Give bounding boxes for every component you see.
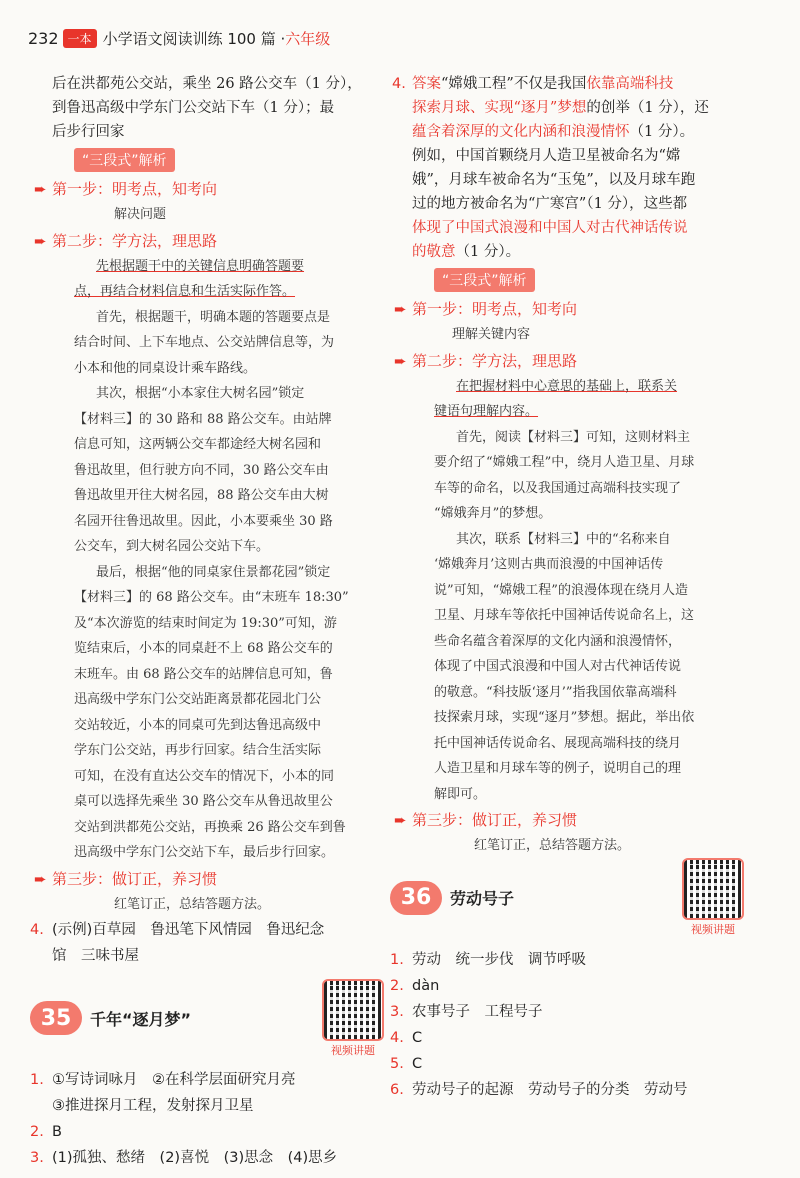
- lesson-35-header: [30, 983, 392, 1057]
- paragraph-line: 技探索月球，实现“逐月”梦想。据此，举出依: [434, 710, 695, 725]
- paragraph-line: 可知，在没有直达公交车的情况下，小本的同: [74, 768, 335, 784]
- qr-code-icon[interactable]: [682, 858, 744, 920]
- lesson-title: 劳动号子: [450, 889, 515, 908]
- lesson-number-badge: 36: [390, 881, 442, 915]
- step1-text: 理解关键内容: [452, 327, 531, 342]
- answer-item: 4. C: [390, 1029, 423, 1046]
- intro-line: 后在洪都苑公交站，乘坐 26 路公交车（1 分），: [52, 76, 362, 92]
- step3-heading: ➨ 第三步：做订正，养习惯: [34, 866, 392, 892]
- book-title: 小学语文阅读训练 100 篇 ·: [102, 29, 286, 48]
- left-analysis-paragraphs: [52, 305, 392, 866]
- arrow-icon: ➨: [34, 869, 47, 888]
- step2-text: 先根据题干中的关键信息明确答题要: [96, 258, 305, 274]
- right-q4-answer: [392, 72, 752, 264]
- step3-text: 红笔订正，总结答题方法。: [474, 838, 631, 853]
- answer-text: 娥”，月球车被命名为“玉兔”，以及月球车跑: [412, 172, 696, 188]
- arrow-icon: ➨: [34, 231, 47, 250]
- paragraph-line: 人造卫星和月球车等的例子，说明自己的理: [434, 761, 682, 776]
- left-q4-cont: 馆 三味书屋: [52, 948, 139, 964]
- lesson-36-answers: [390, 947, 752, 1103]
- paragraph-line: 【材料三】的 30 路和 88 路公交车。由站牌: [74, 411, 332, 427]
- grade-label: 六年级: [285, 29, 331, 48]
- answer-text: 体现了中国式浪漫和中国人对古代神话传说: [412, 220, 688, 236]
- step3-heading: ➨ 第三步：做订正，养习惯: [394, 807, 752, 833]
- answer-item: 1. 劳动 统一步伐 调节呼吸: [390, 951, 586, 968]
- answer-text: 过的地方被命名为“广寒宫”（1 分），这些都: [412, 196, 688, 212]
- qr-code-icon[interactable]: [322, 979, 384, 1041]
- paragraph-line: 交站到洪都苑公交站，再换乘 26 路公交车到鲁: [74, 819, 346, 835]
- lesson-title: 千年“逐月梦”: [90, 1009, 192, 1029]
- intro-line: 后步行回家: [52, 124, 125, 140]
- paragraph-line: 信息可知，这两辆公交车都途经大树名园和: [74, 437, 322, 452]
- answer-text: 的敬意: [412, 244, 456, 260]
- paragraph-line: 车等的命名，以及我国通过高端科技实现了: [434, 480, 682, 496]
- step3-text: 红笔订正，总结答题方法。: [114, 896, 271, 912]
- answer-item: 3. 农事号子 工程号子: [390, 1003, 543, 1020]
- paragraph-line: 首先，根据题干，明确本题的答题要点是: [96, 309, 331, 325]
- paragraph-line: 体现了中国式浪漫和中国人对古代神话传说: [434, 659, 682, 674]
- paragraph-line: 些命名蕴含着深厚的文化内涵和浪漫情怀，: [434, 633, 682, 649]
- answer-line: [412, 216, 752, 240]
- arrow-icon: ➨: [394, 351, 407, 370]
- answer-item: 6. 劳动号子的起源 劳动号子的分类 劳动号: [390, 1081, 688, 1098]
- paragraph-line: 说”可知，“嫦娥工程”的浪漫体现在绕月人造: [434, 582, 688, 598]
- step1-heading: ➨ 第一步：明考点，知考向: [394, 296, 752, 322]
- arrow-icon: ➨: [394, 300, 407, 318]
- paragraph-line: 迅高级中学东门公交站下车，最后步行回家。: [74, 845, 335, 860]
- answer-line: [412, 120, 752, 144]
- answer-text: “嫦娥工程”不仅是我国: [441, 76, 587, 92]
- qr-code-block[interactable]: [682, 858, 744, 937]
- arrow-icon: ➨: [34, 180, 47, 198]
- paragraph-line: “嫦娥奔月”的梦想。: [434, 506, 552, 521]
- paragraph-line: 学东门公交站，再步行回家。结合生活实际: [74, 743, 322, 758]
- right-column: [390, 72, 752, 1103]
- answer-label: 答案: [412, 76, 441, 92]
- answer-line: [412, 240, 752, 264]
- paragraph-line: 要介绍了“嫦娥工程”中，绕月人造卫星、月球: [434, 455, 695, 470]
- step2-text: 键语句理解内容。: [434, 404, 539, 419]
- paragraph-line: 解即可。: [434, 786, 487, 802]
- answer-text: 例如，中国首颗绕月人造卫星被命名为“嫦: [412, 148, 681, 164]
- paragraph-line: 名园开往鲁迅故里。因此，小本要乘坐 30 路: [74, 513, 333, 529]
- intro-line: 到鲁迅高级中学东门公交站下车（1 分）；最: [52, 100, 335, 116]
- paragraph-line: 其次，联系【材料三】中的“名称来自: [456, 531, 671, 547]
- paragraph-line: 卫星、月球车等依托中国神话传说命名上，这: [434, 608, 695, 623]
- paragraph-line: 小本和他的同桌设计乘车路线。: [74, 360, 257, 376]
- page-number: 232: [28, 28, 59, 48]
- right-analysis-paragraphs: [412, 425, 752, 808]
- answer-item: 2. B: [30, 1124, 62, 1140]
- answer-text: （1 分）。: [455, 244, 521, 260]
- paragraph-line: 最后，根据“他的同桌家住景都花园”锁定: [96, 564, 331, 580]
- paragraph-line: 桌可以选择先乘坐 30 路公交车从鲁迅故里公: [74, 794, 333, 809]
- lesson-36-header: [390, 863, 752, 936]
- answer-text: 探索月球、实现“逐月”梦想: [412, 100, 587, 116]
- paragraph-line: 及“本次游览的结束时间定为 19:30”可知，游: [74, 615, 337, 631]
- paragraph-line: ‘嫦娥奔月’这则古典而浪漫的中国神话传: [434, 557, 664, 572]
- answer-text: （1 分）。: [629, 124, 695, 140]
- paragraph-line: 鲁迅故里开往大树名园，88 路公交车由大树: [74, 488, 329, 503]
- paragraph-line: 交站较近，小本的同桌可先到达鲁迅高级中: [74, 717, 322, 733]
- step2-heading: ➨ 第二步：学方法，理思路: [34, 228, 392, 254]
- step2-heading: ➨ 第二步：学方法，理思路: [394, 348, 752, 374]
- paragraph-line: 公交车，到大树名园公交站下车。: [74, 539, 270, 554]
- answer-line: [412, 96, 752, 120]
- qr-code-block[interactable]: [322, 979, 384, 1058]
- analysis-tag: “三段式”解析: [74, 148, 175, 172]
- step1-text: 解决问题: [114, 207, 167, 222]
- answer-item: 3. (1)孤独、愁绪 (2)喜悦 (3)思念 (4)思乡: [30, 1150, 338, 1166]
- left-column: [30, 72, 392, 1171]
- answer-line: [412, 192, 752, 216]
- answer-item: 5. C: [390, 1055, 423, 1072]
- paragraph-line: 【材料三】的 68 路公交车。由“末班车 18:30”: [74, 590, 349, 605]
- answer-line: [392, 72, 752, 96]
- analysis-tag: “三段式”解析: [434, 268, 535, 292]
- answer-item: 1. ①写诗词咏月 ②在科学层面研究月亮: [30, 1072, 296, 1088]
- lesson-number-badge: 35: [30, 1001, 82, 1035]
- answer-line: [412, 168, 752, 192]
- answer-item: 2. dàn: [390, 977, 440, 994]
- paragraph-line: 首先，阅读【材料三】可知，这则材料主: [456, 429, 691, 445]
- brand-badge: 一本: [63, 29, 97, 48]
- step2-text: 在把握材料中心意思的基础上，联系关: [456, 378, 678, 394]
- paragraph-line: 的敬意。“科技版‘逐月’”指我国依靠高端科: [434, 684, 677, 700]
- page-header: [28, 24, 330, 52]
- paragraph-line: 览结束后，小本的同桌赶不上 68 路公交车的: [74, 641, 333, 656]
- paragraph-line: 末班车。由 68 路公交车的站牌信息可知，鲁: [74, 666, 333, 682]
- answer-text: 的创举（1 分），还: [586, 100, 709, 116]
- paragraph-line: 托中国神话传说命名、展现高端科技的绕月: [434, 735, 682, 751]
- question-number: 4.: [392, 76, 406, 92]
- paragraph-line: 其次，根据“小本家住大树名园”锁定: [96, 386, 305, 401]
- answer-item-cont: ③推进探月工程，发射探月卫星: [52, 1098, 254, 1114]
- paragraph-line: 迅高级中学东门公交站距离景都花园北门公: [74, 692, 322, 707]
- qr-label: 视频讲题: [331, 1043, 375, 1057]
- arrow-icon: ➨: [394, 811, 407, 829]
- step1-heading: ➨ 第一步：明考点，知考向: [34, 176, 392, 202]
- answer-text: 依靠高端科技: [586, 76, 674, 92]
- paragraph-line: 结合时间、上下车地点、公交站牌信息等，为: [74, 335, 335, 350]
- lesson-35-answers: [30, 1067, 392, 1171]
- paragraph-line: 鲁迅故里，但行驶方向不同，30 路公交车由: [74, 462, 329, 478]
- answer-text: 蕴含着深厚的文化内涵和浪漫情怀: [412, 124, 630, 140]
- qr-label: 视频讲题: [691, 923, 735, 936]
- step2-text: 点，再结合材料信息和生活实际作答。: [74, 284, 296, 299]
- answer-line: [412, 144, 752, 168]
- left-q4: 4. (示例)百草园 鲁迅笔下风情园 鲁迅纪念: [30, 922, 325, 938]
